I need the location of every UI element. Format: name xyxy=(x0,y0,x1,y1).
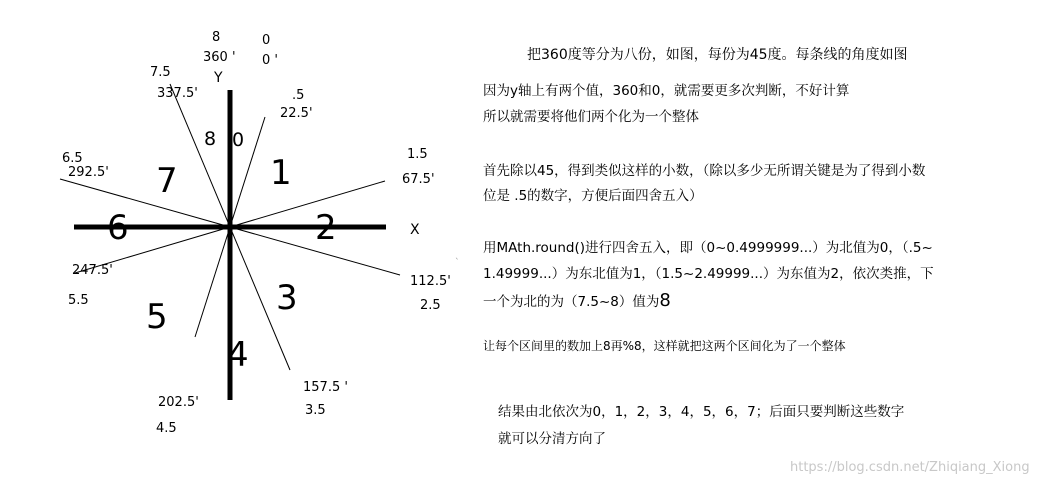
stray-mark: ` xyxy=(455,258,460,268)
y-axis-label: Y xyxy=(214,70,223,86)
note-p2-line2: 位是 .5的数字，方便后面四舍五入） xyxy=(483,188,703,204)
label-d5-5: 5.5 xyxy=(68,293,89,308)
watermark: https://blog.csdn.net/Zhiqiang_Xiong xyxy=(790,460,1030,475)
label-d3-5: 3.5 xyxy=(305,403,326,418)
note-p3-line2: 1.49999...）为东北值为1，（1.5~2.49999...）为东值为2，依次类推，下 xyxy=(483,266,934,282)
note-p1-line2: 所以就需要将他们两个化为一个整体 xyxy=(483,109,699,125)
compass-diagram xyxy=(0,0,470,485)
sector-6: 6 xyxy=(107,208,129,248)
note-p1-line1: 因为y轴上有两个值，360和0，就需要更多次判断，不好计算 xyxy=(483,83,850,99)
label-d112-5: 112.5' xyxy=(410,274,451,289)
label-d292-5: 292.5' xyxy=(68,165,109,180)
label-d22-5: 22.5' xyxy=(280,106,313,121)
label-d202-5: 202.5' xyxy=(158,395,199,410)
label-d0-5: .5 xyxy=(292,88,305,103)
notes-title: 把360度等分为八份，如图，每份为45度。每条线的角度如图 xyxy=(527,47,908,63)
note-p5-line2: 就可以分清方向了 xyxy=(498,431,606,447)
label-0a: 0 xyxy=(262,33,271,48)
sector-1: 1 xyxy=(270,153,292,193)
note-p4: 让每个区间里的数加上8再%8，这样就把这两个区间化为了一个整体 xyxy=(483,339,846,353)
sector-2: 2 xyxy=(315,208,337,248)
label-d4-5: 4.5 xyxy=(156,421,177,436)
sector-3: 3 xyxy=(276,278,298,318)
note-p2-line1: 首先除以45，得到类似这样的小数，（除以多少无所谓关键是为了得到小数 xyxy=(483,163,926,179)
label-0b: 0 ' xyxy=(262,53,278,68)
note-p3-big-8: 8 xyxy=(659,290,671,311)
sector-0: 0 xyxy=(232,129,245,151)
note-p3-line3 xyxy=(483,289,671,314)
label-d337-5: 337.5' xyxy=(157,86,198,101)
label-d67-5: 67.5' xyxy=(402,172,435,187)
label-d7-5: 7.5 xyxy=(150,65,171,80)
label-d247-5: 247.5' xyxy=(72,263,113,278)
label-top-8: 8 xyxy=(212,30,221,45)
label-d157-5: 157.5 ' xyxy=(303,380,348,395)
label-d1-5: 1.5 xyxy=(407,147,428,162)
note-p5-line1: 结果由北依次为0，1，2，3，4，5，6，7；后面只要判断这些数字 xyxy=(498,404,905,420)
note-p3-line1: 用MAth.round()进行四舍五入，即（0~0.4999999...）为北值为0，（.5~ xyxy=(483,240,933,256)
x-axis-label: X xyxy=(410,222,420,238)
sector-8: 8 xyxy=(204,128,217,150)
sector-4: 4 xyxy=(227,335,249,375)
label-360: 360 ' xyxy=(203,50,236,65)
label-d6-5: 6.5 xyxy=(62,151,83,166)
sector-7: 7 xyxy=(156,161,178,201)
label-d2-5: 2.5 xyxy=(420,298,441,313)
note-p3-line3-text: 一个为北的为（7.5~8）值为 xyxy=(483,294,660,310)
sector-5: 5 xyxy=(146,297,168,337)
